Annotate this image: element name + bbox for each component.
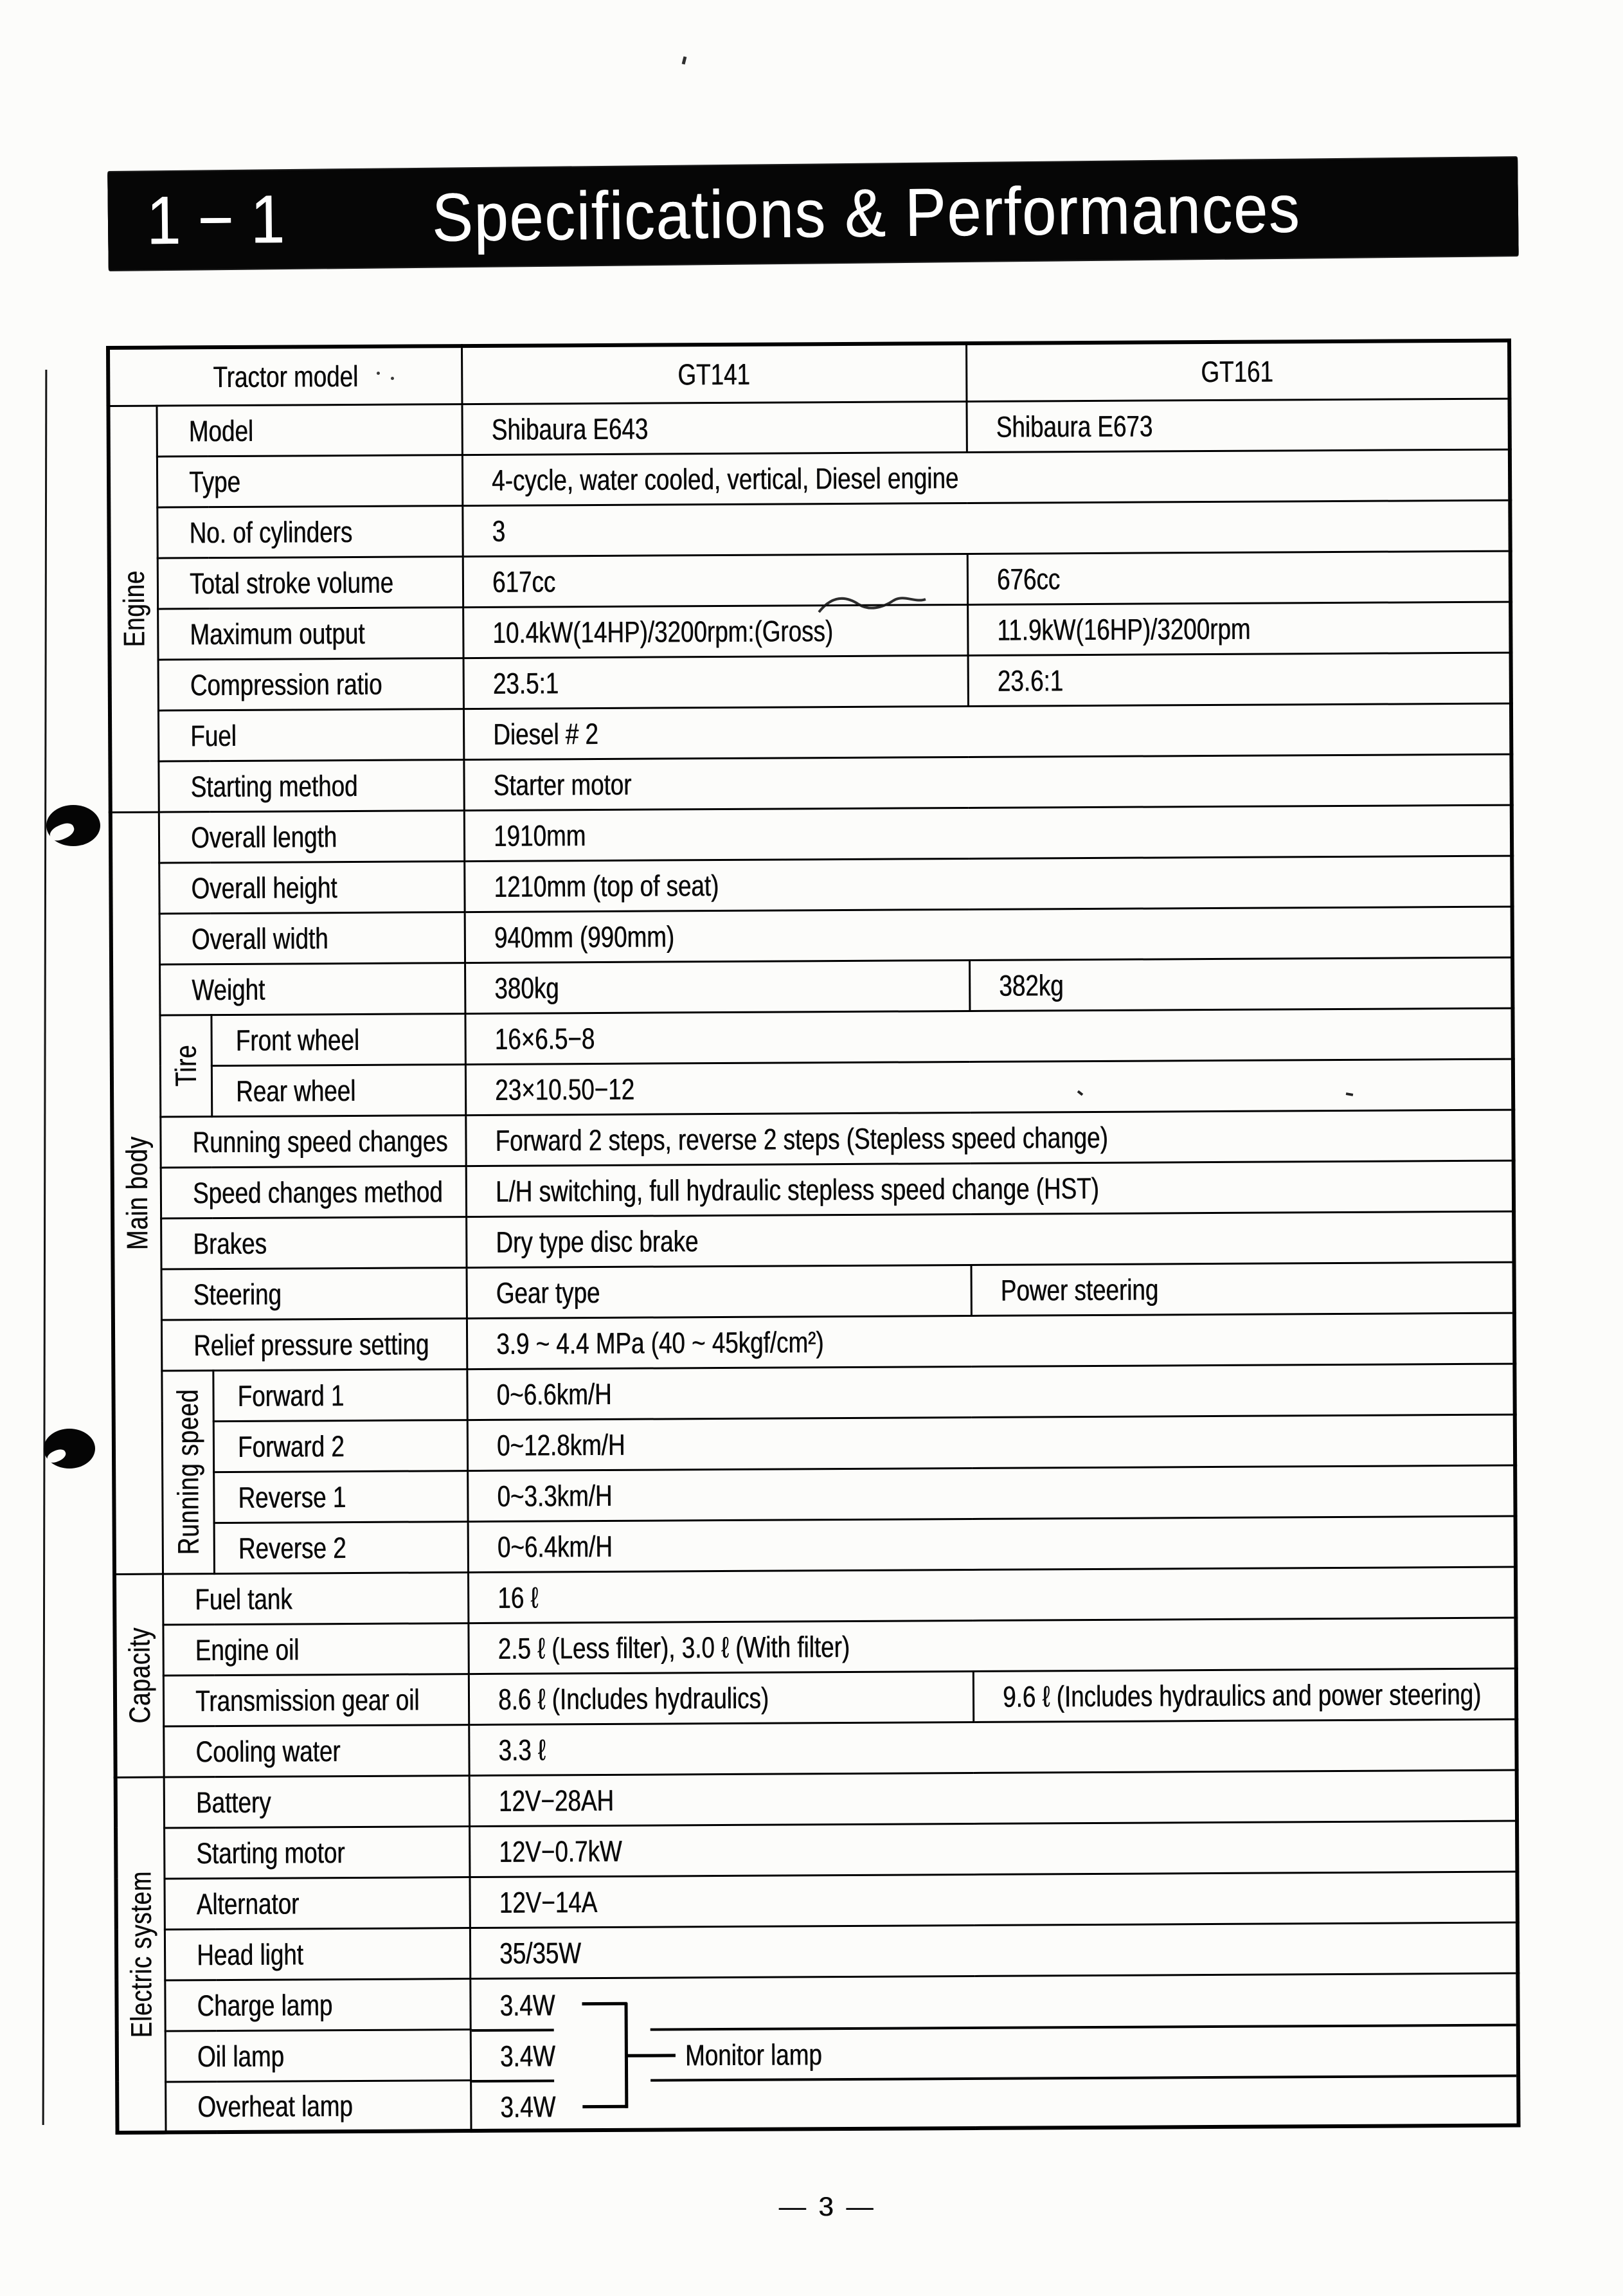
label-rear-wheel: Rear wheel [211,1064,465,1116]
section-label-capacity [114,1574,164,1777]
table-row [114,1516,1516,1574]
table-row [113,1313,1514,1371]
label-transmission-gear-oil: Transmission gear oil [163,1674,469,1726]
value-fuel-tank: 16 ℓ [468,1567,1516,1623]
bracket-line [626,2054,675,2057]
table-row [110,653,1511,710]
label-forward-2: Forward 2 [213,1420,467,1472]
label-engine-oil: Engine oil [163,1623,468,1675]
value-relief-pressure-setting: 3.9 ~ 4.4 MPa (40 ~ 45kgf/cm²) [467,1313,1514,1369]
table-header-tractor-model [108,346,462,406]
value-weight-gt161: 382kg [969,957,1512,1011]
label-starting-motor: Starting motor [164,1826,469,1878]
table-row [109,449,1510,507]
label-battery: Battery [164,1775,469,1827]
monitor-lamp-diagram [471,1974,1517,2129]
punch-hole [44,1429,95,1469]
scan-edge-line [42,370,48,2125]
section-label-engine [108,406,158,812]
value-compression-ratio-gt161: 23.6:1 [968,653,1511,706]
value-total-stroke-volume-gt161: 676cc [967,551,1511,604]
monitor-lamp-label: Monitor lamp [685,2037,822,2072]
group-label-tire [159,1015,211,1116]
section-label-electric-system [116,1777,166,2133]
value-total-stroke-volume-gt141: 617cc [463,554,967,607]
table-row [116,1770,1517,1828]
value-charge-lamp: 3.4W [499,1987,555,2022]
value-engine-oil: 2.5 ℓ (Less filter), 3.0 ℓ (With filter) [468,1618,1516,1674]
value-maximum-output-gt161: 11.9kW(16HP)/3200rpm [967,602,1511,655]
row-divider-segment [472,2079,554,2083]
value-oil-lamp: 3.4W [499,2038,555,2073]
label-model: Model [156,404,462,456]
value-alternator: 12V−14A [469,1872,1517,1928]
value-brakes: Dry type disc brake [466,1211,1514,1268]
scan-artifact-squiggle [815,586,931,620]
table-row [116,1973,1518,2031]
bracket-line [582,2104,627,2108]
value-type: 4-cycle, water cooled, vertical, Diesel engine [462,449,1510,506]
tractor-model-label: Tractor model [213,359,358,393]
value-rear-wheel: 23×10.50−12 [465,1059,1513,1116]
label-speed-changes-method: Speed changes method [161,1166,466,1218]
row-divider-segment [471,2029,553,2032]
group-label-running-speed [161,1370,214,1573]
value-running-speed-changes: Forward 2 steps, reverse 2 steps (Stepless speed change) [465,1110,1513,1166]
label-total-stroke-volume: Total stroke volume [157,556,463,608]
table-row [111,957,1512,1015]
value-transmission-gear-oil-gt141: 8.6 ℓ (Includes hydraulics) [469,1671,973,1724]
value-steering-gt161: Power steering [971,1262,1514,1315]
label-relief-pressure-setting: Relief pressure setting [161,1318,467,1370]
label-head-light: Head light [165,1928,470,1980]
table-row [111,805,1512,863]
value-overall-length: 1910mm [464,805,1512,862]
table-row [109,551,1511,609]
value-forward-2: 0~12.8km/H [467,1415,1515,1471]
label-forward-1: Forward 1 [213,1369,467,1421]
table-row [108,399,1509,456]
value-steering-gt141: Gear type [467,1265,971,1318]
label-oil-lamp: Oil lamp [165,2029,471,2081]
table-row [111,1008,1512,1066]
punch-hole [46,805,100,846]
table-row [109,602,1511,660]
value-compression-ratio-gt141: 23.5:1 [463,655,968,709]
table-row [114,1415,1515,1472]
row-divider-segment [650,2074,1517,2081]
label-front-wheel: Front wheel [211,1013,465,1065]
bracket-line [582,2002,627,2005]
value-overall-width: 940mm (990mm) [465,907,1512,963]
label-weight: Weight [159,963,465,1015]
value-battery: 12V−28AH [469,1770,1517,1827]
capacity-section-text: Capacity [122,1627,157,1724]
label-steering: Steering [161,1267,467,1319]
section-number-text: 1 − 1 [146,181,285,258]
scan-artifact [682,57,687,65]
table-row [116,1872,1517,1930]
table-row [112,1161,1514,1218]
table-header-gt141 [462,343,966,404]
label-starting-method: Starting method [158,759,463,811]
value-cooling-water: 3.3 ℓ [469,1719,1516,1776]
table-row [110,703,1511,761]
value-fuel: Diesel # 2 [463,703,1511,760]
label-maximum-output: Maximum output [157,607,463,659]
table-header-row [108,341,1509,406]
table-row [111,907,1512,964]
label-charge-lamp: Charge lamp [165,1978,470,2030]
section-title-bar [107,158,1518,270]
label-brakes: Brakes [161,1216,466,1269]
label-running-speed-changes: Running speed changes [160,1115,465,1167]
tire-group-text: Tire [168,1044,203,1087]
table-row [112,1110,1513,1168]
label-alternator: Alternator [164,1877,469,1929]
label-reverse-2: Reverse 2 [214,1521,468,1573]
value-reverse-2: 0~6.4km/H [468,1516,1516,1573]
value-model-gt141: Shibaura E643 [462,401,966,455]
running-speed-group-text: Running speed [170,1389,205,1555]
table-row [114,1618,1516,1676]
gt141-label: GT141 [677,357,751,392]
table-row [114,1567,1516,1625]
table-row [116,1922,1518,1980]
table-row [110,754,1511,812]
value-reverse-1: 0~3.3km/H [467,1465,1515,1522]
value-starting-motor: 12V−0.7kW [469,1821,1517,1877]
table-row [109,500,1510,558]
table-row [113,1364,1514,1422]
page-title-text: Specifications & Performances [431,170,1301,256]
row-divider-segment [650,2023,1516,2030]
label-overheat-lamp: Overheat lamp [165,2080,471,2132]
label-type: Type [157,455,462,507]
label-fuel: Fuel [158,709,463,761]
page-number: — 3 — [778,2191,876,2221]
label-cooling-water: Cooling water [163,1724,469,1776]
section-label-main-body [111,812,163,1574]
value-maximum-output-gt141: 10.4kW(14HP)/3200rpm:(Gross) [463,604,967,658]
table-row [111,856,1512,914]
value-transmission-gear-oil-gt161: 9.6 ℓ (Includes hydraulics and power steering) [973,1668,1516,1722]
label-overall-length: Overall length [159,810,464,862]
table-row [112,1059,1513,1117]
value-starting-method: Starter motor [463,754,1511,811]
table-row [114,1465,1515,1523]
table-header-gt161 [966,341,1509,401]
table-row [115,1719,1516,1777]
value-speed-changes-method: L/H switching, full hydraulic stepless speed change (HST) [466,1161,1514,1217]
label-overall-height: Overall height [159,861,464,913]
label-compression-ratio: Compression ratio [158,658,463,710]
value-no-of-cylinders: 3 [462,500,1510,557]
table-row [112,1211,1514,1269]
page-title [431,169,1397,257]
label-overall-width: Overall width [159,912,465,964]
table-row [116,1821,1517,1879]
value-model-gt161: Shibaura E673 [966,399,1509,452]
label-no-of-cylinders: No. of cylinders [157,505,462,557]
label-fuel-tank: Fuel tank [163,1572,468,1624]
section-number [146,180,300,259]
specifications-table [106,339,1521,2135]
table-row [115,1668,1516,1726]
value-overall-height: 1210mm (top of seat) [464,856,1512,912]
value-head-light: 35/35W [470,1922,1518,1979]
engine-section-text: Engine [117,570,151,647]
main-body-section-text: Main body [120,1135,154,1250]
label-reverse-1: Reverse 1 [213,1470,467,1523]
gt161-label: GT161 [1201,354,1274,388]
value-overheat-lamp: 3.4W [499,2089,555,2124]
value-weight-gt141: 380kg [465,960,969,1013]
electric-system-section-text: Electric system [123,1870,159,2038]
value-front-wheel: 16×6.5−8 [465,1008,1512,1065]
table-row [113,1262,1514,1320]
value-forward-1: 0~6.6km/H [467,1364,1514,1420]
monitor-lamp-cell [470,1973,1518,2131]
